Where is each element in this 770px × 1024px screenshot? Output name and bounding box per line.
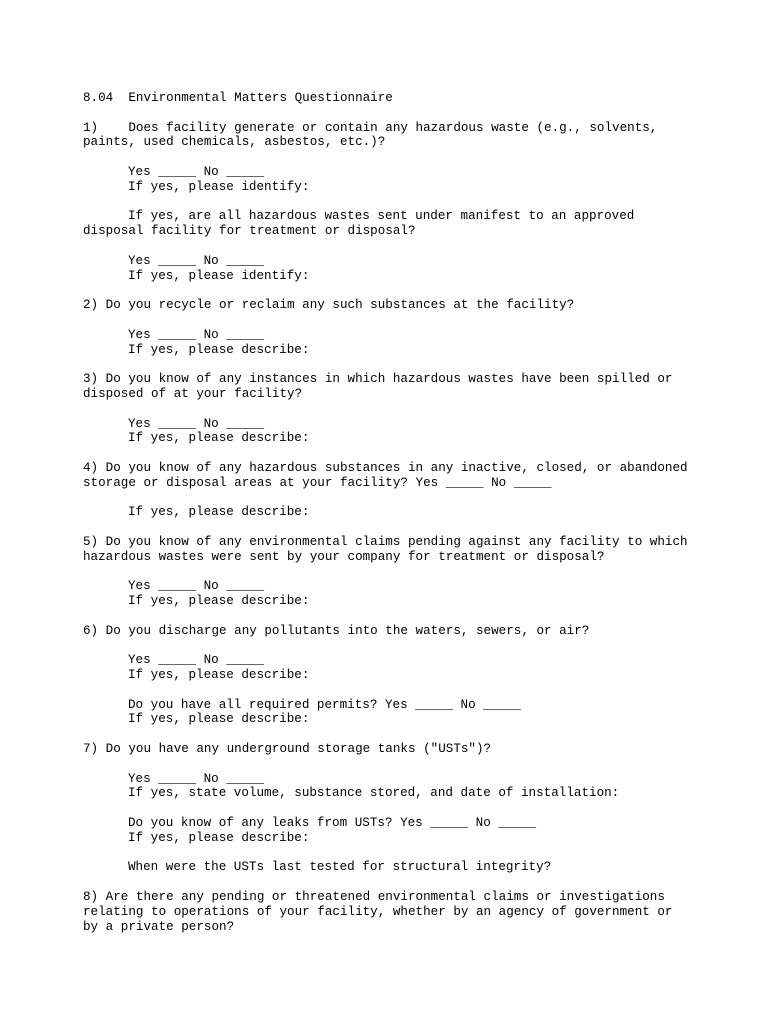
question-7-yes-no: Yes _____ No _____	[128, 771, 265, 786]
question-8	[83, 890, 723, 934]
question-8-text-line-2: relating to operations of your facility, whether by an agency of government or	[83, 904, 673, 919]
question-1-sub-followup: If yes, please identify:	[128, 268, 310, 283]
question-3-text-line-1: 3) Do you know of any instances in which hazardous wastes have been spilled or	[83, 372, 673, 387]
question-6-permits: Do you have all required permits? Yes _____ No _____	[128, 697, 521, 712]
question-3-followup: If yes, please describe:	[128, 431, 310, 446]
question-2-yes-no: Yes _____ No _____	[128, 327, 265, 342]
question-5	[83, 535, 723, 609]
question-8-text-line-1: 8) Are there any pending or threatened environmental claims or investigations	[83, 890, 665, 905]
question-4-followup: If yes, please describe:	[128, 505, 310, 520]
questionnaire-document	[83, 91, 723, 934]
question-3-yes-no: Yes _____ No _____	[128, 416, 265, 431]
question-6-followup: If yes, please describe:	[128, 668, 310, 683]
question-7-leaks-followup: If yes, please describe:	[128, 830, 310, 845]
question-1-text-line-2: paints, used chemicals, asbestos, etc.)?	[83, 135, 386, 150]
question-5-yes-no: Yes _____ No _____	[128, 579, 265, 594]
question-3-text-line-2: disposed of at your facility?	[83, 386, 303, 401]
question-7-leaks: Do you know of any leaks from USTs? Yes _____ No _____	[128, 816, 537, 831]
question-7-text: 7) Do you have any underground storage tanks ("USTs")?	[83, 742, 492, 757]
question-5-text-line-2: hazardous wastes were sent by your company for treatment or disposal?	[83, 549, 605, 564]
question-7	[83, 742, 723, 875]
question-5-followup: If yes, please describe:	[128, 594, 310, 609]
section-title: 8.04 Environmental Matters Questionnaire	[83, 91, 393, 105]
question-6	[83, 624, 723, 728]
question-3	[83, 372, 723, 446]
question-4-text-line-1: 4) Do you know of any hazardous substances in any inactive, closed, or abandoned	[83, 460, 688, 475]
question-1-sub-yes-no: Yes _____ No _____	[128, 253, 265, 268]
question-6-text: 6) Do you discharge any pollutants into the waters, sewers, or air?	[83, 623, 590, 638]
question-7-tested: When were the USTs last tested for structural integrity?	[128, 860, 552, 875]
question-4	[83, 461, 723, 520]
question-2	[83, 298, 723, 357]
question-1-followup: If yes, please identify:	[128, 179, 310, 194]
question-6-yes-no: Yes _____ No _____	[128, 653, 265, 668]
question-1-text-line-1: 1) Does facility generate or contain any hazardous waste (e.g., solvents,	[83, 120, 658, 135]
question-1-sub-text-line-1: If yes, are all hazardous wastes sent under manifest to an approved	[128, 209, 635, 224]
question-8-text-line-3: by a private person?	[83, 919, 235, 934]
question-1-sub-text-line-2: disposal facility for treatment or disposal?	[83, 224, 416, 239]
question-2-followup: If yes, please describe:	[128, 342, 310, 357]
question-1	[83, 121, 723, 284]
question-1-yes-no: Yes _____ No _____	[128, 164, 265, 179]
question-6-permits-followup: If yes, please describe:	[128, 712, 310, 727]
question-2-text: 2) Do you recycle or reclaim any such substances at the facility?	[83, 298, 575, 313]
question-7-followup: If yes, state volume, substance stored, and date of installation:	[128, 786, 620, 801]
question-5-text-line-1: 5) Do you know of any environmental claims pending against any facility to which	[83, 534, 688, 549]
question-4-text-line-2: storage or disposal areas at your facility? Yes _____ No _____	[83, 475, 552, 490]
